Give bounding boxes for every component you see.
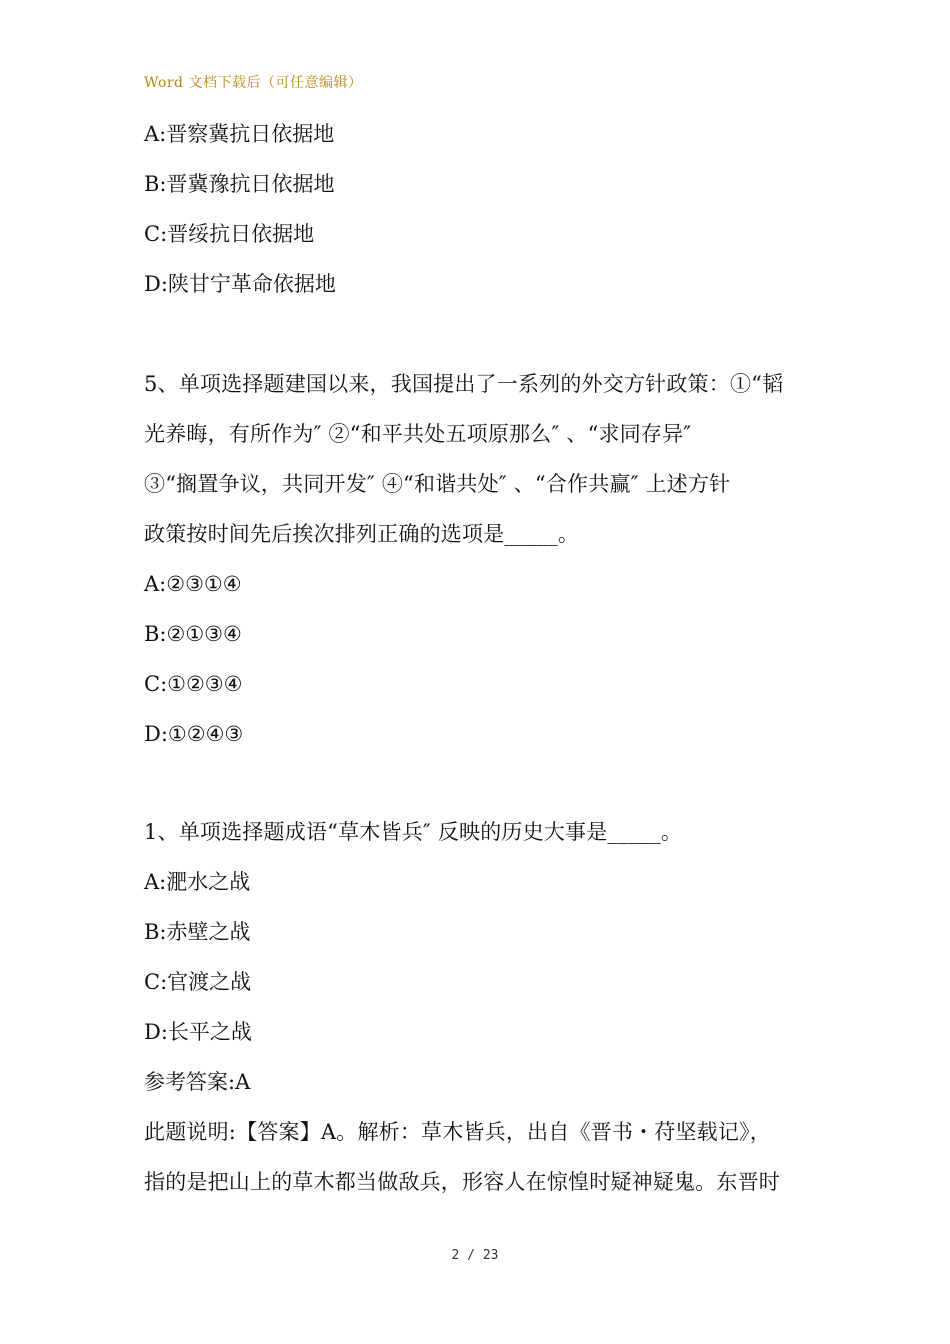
question5-stem-line-4: 政策按时间先后挨次排列正确的选项是_____。 xyxy=(144,522,580,546)
header-note: Word 文档下载后（可任意编辑） xyxy=(144,75,363,91)
question5-option-b: B:②①③④ xyxy=(144,622,242,646)
question1-option-c: C:官渡之战 xyxy=(144,970,252,994)
prev-option-b: B:晋冀豫抗日依据地 xyxy=(144,172,335,196)
page-number: 2 / 23 xyxy=(451,1248,499,1263)
question1-option-a: A:淝水之战 xyxy=(144,870,251,894)
question5-stem-line-2: 光养晦，有所作为″ ②“和平共处五项原那么″ 、“求同存异″ xyxy=(144,422,692,446)
prev-option-d: D:陕甘宁革命依据地 xyxy=(144,272,336,296)
question1-stem: 1、单项选择题成语“草木皆兵″ 反映的历史大事是_____。 xyxy=(144,820,683,844)
question5-stem-line-3: ③“搁置争议，共同开发″ ④“和谐共处″ 、“合作共赢″ 上述方针 xyxy=(144,472,731,496)
question5-stem-line-1: 5、单项选择题建国以来，我国提出了一系列的外交方针政策：①“韬 xyxy=(144,372,784,396)
question1-explanation-line-1: 此题说明:【答案】A。解析：草木皆兵，出自《晋书・苻坚载记》， xyxy=(144,1120,771,1144)
prev-option-c: C:晋绥抗日依据地 xyxy=(144,222,315,246)
question5-option-a: A:②③①④ xyxy=(144,572,242,596)
question1-answer: 参考答案:A xyxy=(144,1070,251,1094)
question1-option-d: D:长平之战 xyxy=(144,1020,252,1044)
question1-explanation-line-2: 指的是把山上的草木都当做敌兵，形容人在惊惶时疑神疑鬼。东晋时 xyxy=(144,1170,780,1194)
question5-option-c: C:①②③④ xyxy=(144,672,243,696)
question5-option-d: D:①②④③ xyxy=(144,722,244,746)
prev-option-a: A:晋察冀抗日依据地 xyxy=(144,122,335,146)
question1-option-b: B:赤壁之战 xyxy=(144,920,251,944)
